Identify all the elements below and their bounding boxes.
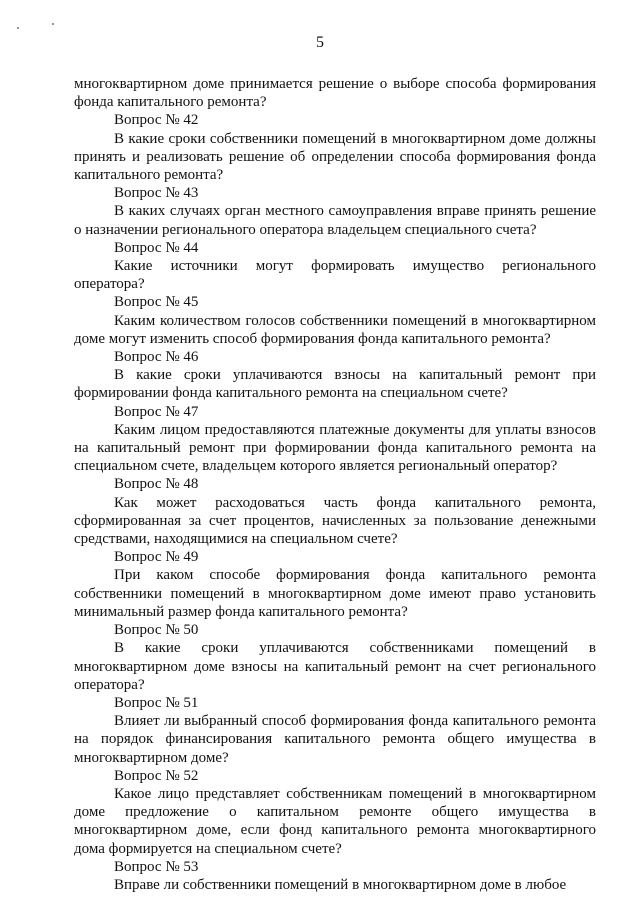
question-text: Влияет ли выбранный способ формирования фонда капитального ремонта на порядок финансирования капитального ремонта общего имущества в многоквартирном доме? [74,713,596,766]
question-heading: Вопрос № 51 [114,694,199,711]
question-text: Каким количеством голосов собственники помещений в многоквартирном доме могут изменить способ формирования фонда капитального ремонта? [74,312,596,347]
question-text: Как может расходоваться часть фонда капитального ремонта, сформированная за счет процентов, начисленных за пользование денежными средствами, находящимися на специальном счете? [74,494,596,548]
question-heading: Вопрос № 50 [114,622,199,639]
question-text: многоквартирном доме принимается решение о выборе способа формирования фонда капитального ремонта? [74,76,596,111]
scan-speck [17,27,19,29]
document-body [74,75,596,894]
question-heading: Вопрос № 49 [114,549,199,566]
question-text: В какие сроки уплачиваются собственниками помещений в многоквартирном доме взносы на капитальный ремонт на счет регионального оператора? [74,640,596,693]
question-heading: Вопрос № 43 [114,185,199,202]
question-heading: Вопрос № 44 [114,239,199,256]
question-heading: Вопрос № 53 [114,858,199,875]
question-heading: Вопрос № 46 [114,349,199,366]
question-heading: Вопрос № 52 [114,767,199,784]
scan-speck [52,23,54,25]
page-number: 5 [316,34,324,51]
question-heading: Вопрос № 42 [114,112,199,129]
question-heading: Вопрос № 45 [114,294,199,311]
question-text: В каких случаях орган местного самоуправления вправе принять решение о назначении регионального оператора владельцем специального счета? [74,203,596,238]
question-text: Какие источники могут формировать имущество регионального оператора? [74,258,596,293]
question-text: Вправе ли собственники помещений в многоквартирном доме в любое [114,876,567,893]
question-heading: Вопрос № 48 [114,476,199,493]
question-text: В какие сроки уплачиваются взносы на капитальный ремонт при формировании фонда капитального ремонта на специальном счете? [74,367,596,402]
question-heading: Вопрос № 47 [114,403,199,420]
question-text: Какое лицо представляет собственникам помещений в многоквартирном доме предложение о капитальном ремонте общего имущества в многоквартирном доме, если фонд капитального ремонта многоквартирного дома формируется на специальном счете? [74,785,596,857]
question-text: При каком способе формирования фонда капитального ремонта собственники помещений в многоквартирном доме имеют право установить минимальный размер фонда капитального ремонта? [74,567,596,620]
question-text: Каким лицом предоставляются платежные документы для уплаты взносов на капитальный ремонт при формировании фонда капитального ремонта на специальном счете, владельцем которого является региональный оператор? [74,421,596,475]
question-text: В какие сроки собственники помещений в многоквартирном доме должны принять и реализовать решение об определении способа формирования фонда капитального ремонта? [74,130,596,184]
